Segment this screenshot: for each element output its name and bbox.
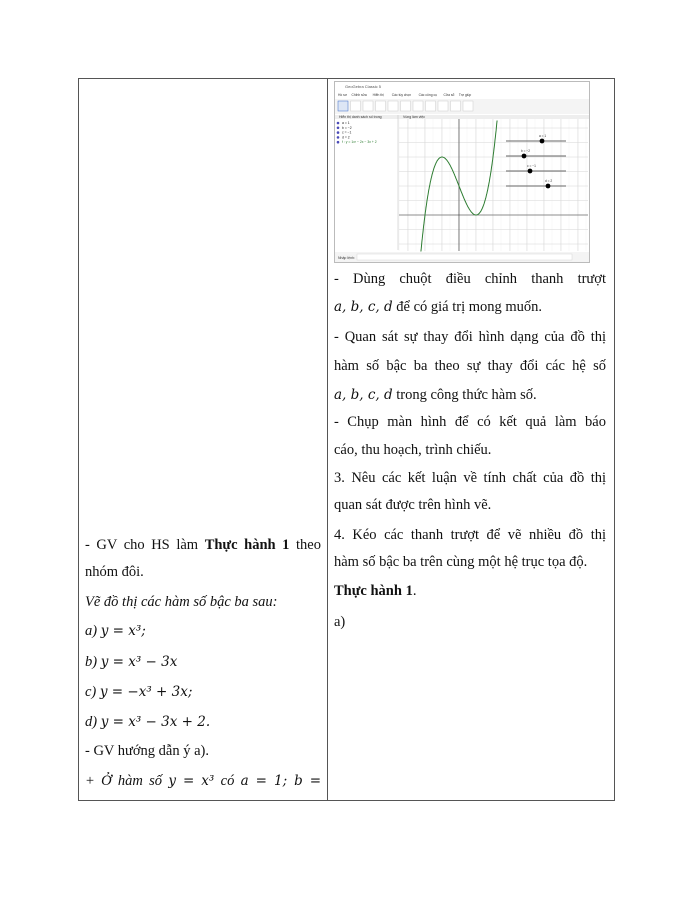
input-bar[interactable] — [357, 254, 572, 260]
algebra-object[interactable]: c = −1 — [342, 130, 352, 135]
tool-button[interactable] — [401, 101, 411, 111]
slider-label: d = 2 — [545, 179, 553, 183]
right-line-11: hàm số bậc ba trên cùng một hệ trục tọa độ. — [334, 554, 588, 570]
right-line-12: Thực hành 1. — [334, 583, 417, 599]
menu-item[interactable]: Hiển thị — [372, 93, 384, 97]
graphics-header: Vùng làm việc — [403, 115, 425, 119]
tool-button[interactable] — [351, 101, 361, 111]
tool-button[interactable] — [438, 101, 448, 111]
object-visibility-icon[interactable] — [337, 136, 340, 139]
algebra-object[interactable]: f : y = 1x³ − 2x − 3x + 2 — [342, 140, 377, 145]
left-line-9: + Ở hàm số y = x³ có a = 1; b = — [85, 773, 322, 789]
slider-label: b = −2 — [521, 149, 531, 153]
column-divider — [327, 79, 328, 800]
algebra-object[interactable]: d = 2 — [342, 135, 350, 140]
object-visibility-icon[interactable] — [337, 127, 340, 130]
slider-handle[interactable] — [522, 154, 527, 159]
tool-button[interactable] — [451, 101, 461, 111]
algebra-object[interactable]: a = 1 — [342, 121, 350, 125]
geogebra-screenshot — [334, 81, 590, 263]
slider-handle[interactable] — [528, 169, 533, 174]
right-line-8: 3. Nêu các kết luận về tính chất của đồ thị — [334, 470, 606, 486]
tool-button[interactable] — [363, 101, 373, 111]
slider-label: c = −1 — [527, 164, 536, 168]
right-line-9: quan sát được trên hình vẽ. — [334, 497, 492, 513]
menu-item[interactable]: Chỉnh sửa — [351, 93, 367, 97]
slider-handle[interactable] — [540, 139, 545, 144]
left-line-3: Vẽ đồ thị các hàm số bậc ba sau: — [85, 594, 278, 610]
right-line-6: - Chụp màn hình để có kết quả làm báo — [334, 414, 606, 430]
item-b: b) y = x³ − 3x — [85, 654, 178, 670]
left-line-8: - GV hướng dẫn ý a). — [85, 743, 209, 759]
right-line-4: hàm số bậc ba theo sự thay đổi các hệ số — [334, 358, 606, 374]
tool-button[interactable] — [388, 101, 398, 111]
right-line-2: a, b, c, d để có giá trị mong muốn. — [334, 299, 543, 315]
tool-button[interactable] — [463, 101, 473, 111]
menu-item[interactable]: Các công cụ — [418, 93, 437, 97]
slider-handle[interactable] — [546, 184, 551, 189]
menu-item[interactable]: Các tùy chọn — [391, 93, 412, 97]
tool-button[interactable] — [376, 101, 386, 111]
algebra-header: Hiển thị danh sách số trong — [339, 115, 382, 119]
right-line-1: - Dùng chuột điều chỉnh thanh trượt — [334, 271, 606, 287]
item-c: c) y = −x³ + 3x; — [85, 684, 193, 700]
window-title: GeoGebra Classic 5 — [345, 84, 382, 89]
right-line-5: a, b, c, d trong công thức hàm số. — [334, 387, 537, 403]
menu-item[interactable]: Cửa sổ — [443, 93, 455, 97]
input-bar-label: Nhập lệnh: — [338, 256, 355, 260]
menu-item[interactable]: Trợ giúp — [458, 93, 472, 97]
right-line-10: 4. Kéo các thanh trượt để vẽ nhiều đồ thị — [334, 527, 606, 543]
toolbar — [338, 101, 473, 111]
right-line-3: - Quan sát sự thay đổi hình dạng của đồ thị — [334, 329, 606, 345]
item-a: a) y = x³; — [85, 623, 146, 639]
slider-label: a = 1 — [539, 134, 547, 138]
right-line-13: a) — [334, 614, 346, 630]
right-line-7: cáo, thu hoạch, trình chiếu. — [334, 442, 492, 458]
tool-button[interactable] — [338, 101, 348, 111]
object-visibility-icon[interactable] — [337, 131, 340, 134]
menu-item[interactable]: Hồ sơ — [338, 93, 347, 97]
tool-button[interactable] — [413, 101, 423, 111]
item-d: d) y = x³ − 3x + 2. — [85, 714, 211, 730]
algebra-object[interactable]: b = −2 — [342, 125, 352, 130]
tool-button[interactable] — [426, 101, 436, 111]
object-visibility-icon[interactable] — [337, 141, 340, 144]
menu-bar — [338, 93, 471, 97]
object-visibility-icon[interactable] — [337, 122, 340, 125]
left-line-1: - GV cho HS làm Thực hành 1 theo — [85, 537, 321, 553]
left-line-2: nhóm đôi. — [85, 564, 144, 580]
lesson-table — [78, 78, 615, 801]
